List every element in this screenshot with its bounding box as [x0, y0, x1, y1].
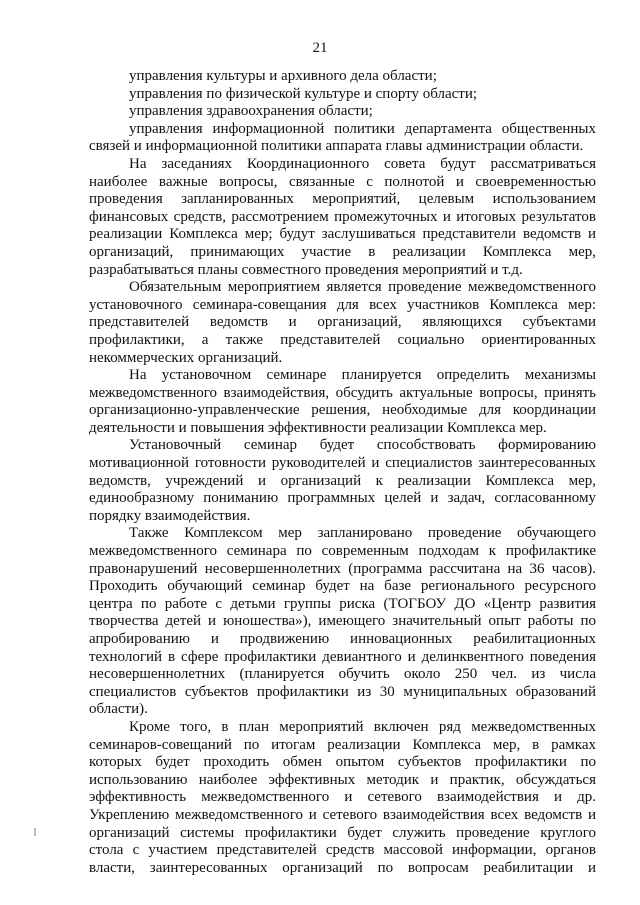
paragraph-line: Укреплению межведомственного и сетевого взаимодействия всех ведомств и — [89, 806, 596, 823]
paragraph-council — [89, 156, 596, 279]
paragraph-line: профилактики, а также представителей социально ориентированных — [89, 331, 596, 348]
paragraph-line: центра по работе с детьми группы риска (ТОГБОУ ДО «Центр развития — [89, 595, 596, 612]
paragraph-line: деятельности и повышения эффективности реализации Комплекса мер. — [89, 419, 547, 436]
list-item: управления информационной политики департамента общественных — [129, 120, 596, 137]
paragraph-line: межведомственного семинара по современным подходам к профилактике — [89, 543, 596, 560]
document-body — [89, 68, 596, 877]
paragraph-line: семинаров-совещаний по итогам реализации Комплекса мер, в рамках — [89, 736, 596, 753]
paragraph-line: ведомств, учреждений и организаций к реализации Комплекса мер, — [89, 472, 596, 489]
paragraph-line: На заседаниях Координационного совета будут рассматриваться — [129, 155, 596, 172]
paragraph-line: организационно-управленческие решения, необходимые для координации — [89, 402, 596, 419]
list-item: управления здравоохранения области; — [129, 103, 373, 120]
paragraph-line: наиболее важные вопросы, связанные с полнотой и своевременностью — [89, 173, 596, 190]
paragraph-training — [89, 525, 596, 719]
paragraph-line: апробированию и продвижению инновационных реабилитационных — [89, 631, 596, 647]
paragraph-line: организаций, принимающих участие в реализации Комплекса мер, — [89, 243, 596, 260]
list-item-continuation: связей и информационной политики аппарата главы администрации области. — [89, 138, 584, 155]
paragraph-line: межведомственного взаимодействия, обсудить актуальные вопросы, принять — [89, 384, 596, 401]
paragraph-line: области). — [89, 701, 148, 718]
paragraph-line: порядку взаимодействия. — [89, 507, 251, 524]
list-item: управления культуры и архивного дела области; — [129, 68, 437, 84]
paragraph-line: разрабатываться планы совместного проведения мероприятий и т.д. — [89, 261, 523, 278]
paragraph-line: установочного семинара-совещания для всех участников Комплекса мер: — [89, 296, 596, 313]
paragraph-line: представителей ведомств и организаций, являющихся субъектами — [89, 314, 596, 331]
paragraph-line: Кроме того, в план мероприятий включен ряд межведомственных — [129, 718, 596, 735]
paragraph-line: Также Комплексом мер запланировано проведение обучающего — [129, 525, 596, 542]
paragraph-line: финансовых средств, рассмотрением промежуточных и итоговых результатов — [89, 208, 596, 225]
paragraph-line: использованию наиболее эффективных методик и практик, обсуждаться — [89, 771, 596, 788]
margin-mark — [34, 828, 36, 836]
paragraph-line: Обязательным мероприятием является проведение межведомственного — [129, 279, 596, 296]
paragraph-line: некоммерческих организаций. — [89, 349, 283, 366]
paragraph-line: специалистов субъектов профилактики из 30 муниципальных образований — [89, 683, 596, 700]
paragraph-line: стола с участием представителей средств массовой информации, органов — [89, 842, 596, 859]
paragraph-line: несовершеннолетних (планируется обучить около 250 чел. из числа — [89, 666, 596, 683]
paragraph-seminar-meeting — [89, 279, 596, 367]
paragraph-line: единообразному пониманию программных целей и задач, согласованному — [89, 490, 596, 507]
paragraph-line: На установочном семинаре планируется определить механизмы — [129, 367, 596, 384]
paragraph-line: которых будет проходить обмен опытом субъектов профилактики по — [89, 754, 596, 771]
paragraph-line: организаций системы профилактики будет служить проведение круглого — [89, 824, 596, 841]
paragraph-motivation — [89, 437, 596, 525]
paragraph-line: творчества детей и юношества»), имеющего значительный опыт работы по — [89, 613, 596, 630]
paragraph-line: правонарушений несовершеннолетних (программа рассчитана на 36 часов). — [89, 560, 596, 577]
list-item: управления по физической культуре и спорту области; — [129, 85, 478, 102]
paragraph-line: власти, заинтересованных организаций по вопросам реабилитации и — [89, 859, 596, 876]
page-number: 21 — [312, 40, 328, 56]
paragraph-line: технологий в сфере профилактики девиантного и делинквентного поведения — [89, 648, 596, 665]
paragraph-line: Проходить обучающий семинар будет на базе регионального ресурсного — [89, 578, 596, 595]
paragraph-line: реализации Комплекса мер; будут заслушиваться представители ведомств и — [89, 226, 596, 243]
paragraph-line: проведения запланированных мероприятий, целевым использованием — [89, 191, 596, 208]
paragraph-line: эффективность межведомственного и сетевого взаимодействия и др. — [89, 789, 596, 806]
paragraph-mechanisms — [89, 367, 596, 437]
paragraph-seminars — [89, 719, 596, 877]
paragraph-line: мотивационной готовности руководителей и специалистов заинтересованных — [89, 455, 596, 472]
paragraph-line: Установочный семинар будет способствовать формированию — [129, 437, 596, 454]
